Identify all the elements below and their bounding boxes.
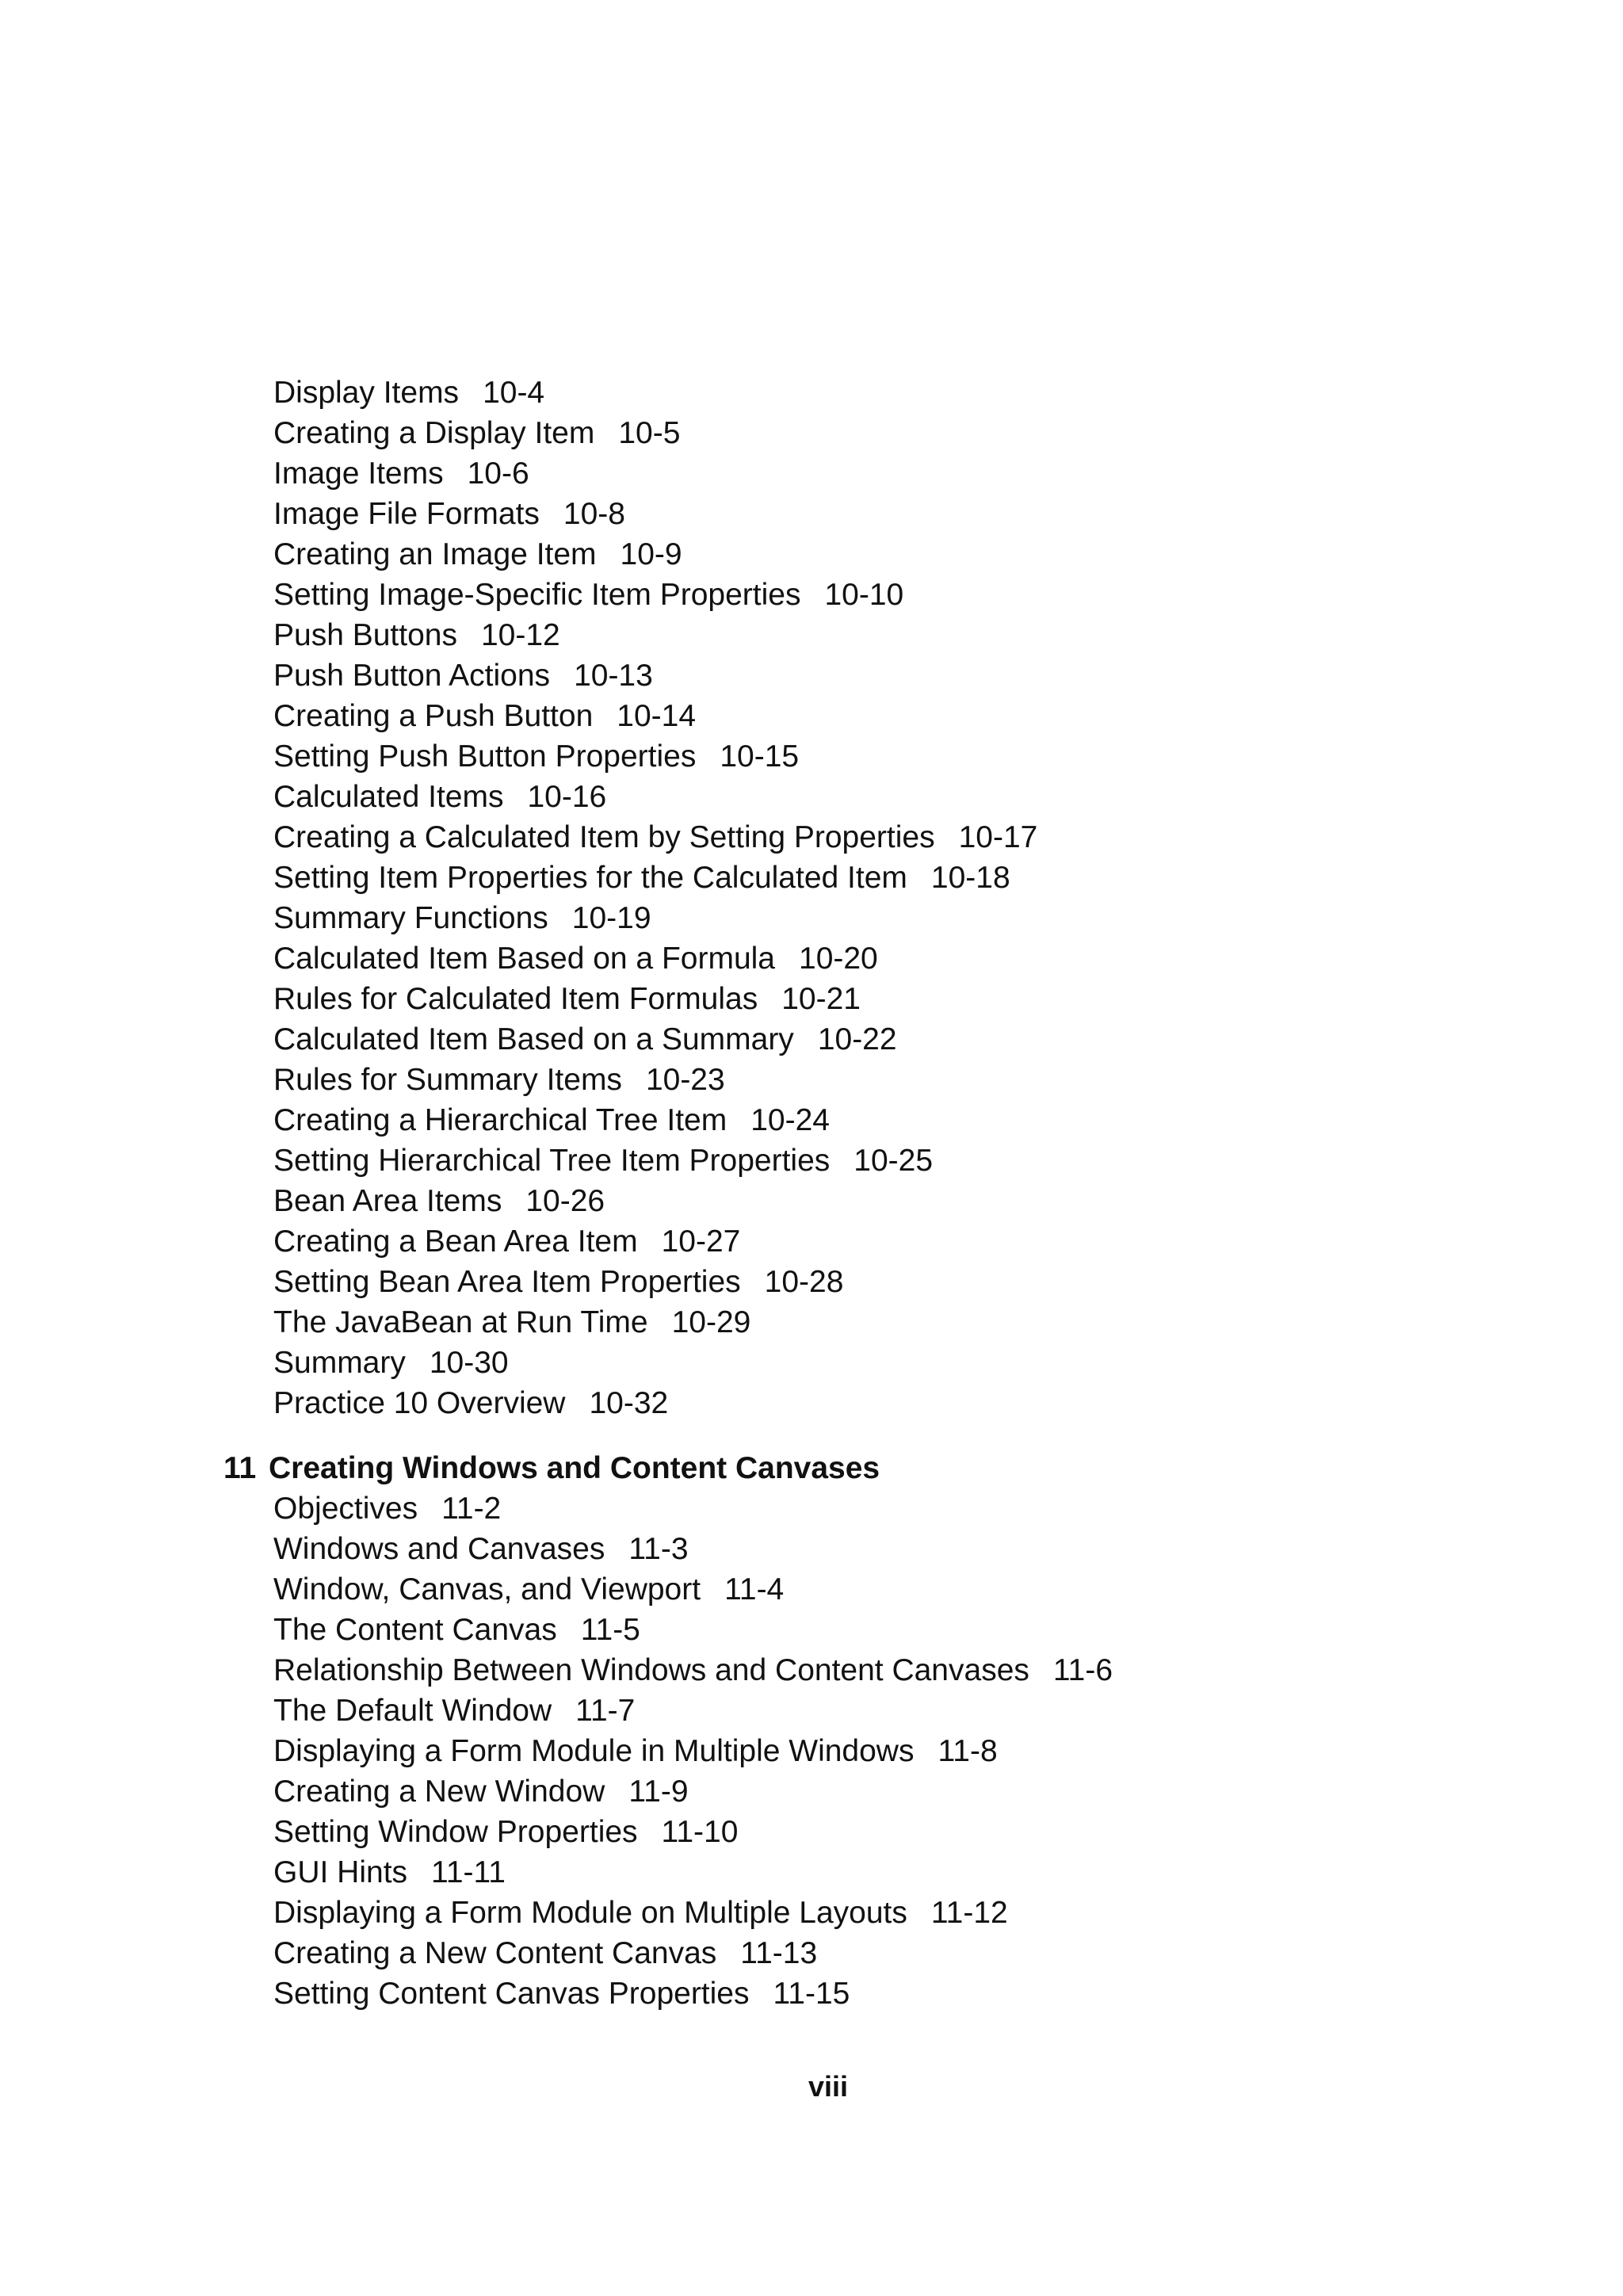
toc-entry-title: Summary Functions xyxy=(273,901,548,935)
toc-entry xyxy=(223,696,1412,736)
toc-entry-page: 11-2 xyxy=(441,1492,502,1526)
toc-entry-title: Setting Push Button Properties xyxy=(273,739,697,774)
toc-entry-page: 11-13 xyxy=(740,1936,818,1970)
toc-entry xyxy=(223,1690,1412,1731)
toc-entry-title: Setting Hierarchical Tree Item Properties xyxy=(273,1144,831,1178)
toc-entry-title: Objectives xyxy=(273,1492,418,1526)
toc-entry xyxy=(223,898,1412,938)
toc-entry-page: 10-18 xyxy=(930,861,1010,895)
toc-entry-title: Setting Item Properties for the Calculated Item xyxy=(273,861,907,895)
toc-entry xyxy=(223,1529,1412,1569)
toc-entry-title: Push Buttons xyxy=(273,618,457,652)
toc-entry-title: Setting Window Properties xyxy=(273,1815,638,1849)
toc-entry-title: Summary xyxy=(273,1346,406,1380)
toc-entry-title: Bean Area Items xyxy=(273,1184,502,1218)
toc-entry xyxy=(223,777,1412,817)
toc-entry-page: 10-10 xyxy=(824,578,904,612)
toc-entry-page: 10-30 xyxy=(429,1346,509,1380)
toc-entry xyxy=(223,1181,1412,1221)
toc-entry-page: 10-9 xyxy=(620,537,682,571)
toc-entry xyxy=(223,1100,1412,1140)
toc-entry xyxy=(223,1650,1412,1690)
toc-section-11-entries xyxy=(223,1488,1412,2014)
toc-entry-page: 10-13 xyxy=(574,659,653,693)
toc-entry xyxy=(223,1893,1412,1933)
toc-entry-title: Creating a Hierarchical Tree Item xyxy=(273,1103,727,1137)
toc-entry-page: 11-9 xyxy=(628,1775,689,1809)
toc-entry-page: 11-10 xyxy=(661,1815,739,1849)
toc-entry-page: 10-6 xyxy=(467,457,529,491)
toc-section-10-entries xyxy=(223,372,1412,1423)
toc-entry-page: 10-8 xyxy=(563,497,625,531)
toc-entry xyxy=(223,1383,1412,1423)
toc-entry-title: Calculated Item Based on a Summary xyxy=(273,1022,794,1056)
toc-entry xyxy=(223,1019,1412,1060)
toc-entry-title: Windows and Canvases xyxy=(273,1532,605,1566)
toc-entry xyxy=(223,1140,1412,1181)
toc-entry-title: Creating a Bean Area Item xyxy=(273,1224,638,1259)
toc-entry xyxy=(223,1488,1412,1529)
toc-entry-title: Displaying a Form Module in Multiple Windows xyxy=(273,1734,915,1768)
table-of-contents xyxy=(223,372,1412,2014)
toc-entry xyxy=(223,1610,1412,1650)
toc-entry xyxy=(223,1771,1412,1812)
toc-entry xyxy=(223,655,1412,696)
toc-entry-page: 11-5 xyxy=(580,1613,640,1647)
toc-entry-page: 10-25 xyxy=(854,1144,934,1178)
toc-entry-page: 10-21 xyxy=(781,982,861,1016)
toc-entry xyxy=(223,372,1412,413)
toc-entry xyxy=(223,1221,1412,1262)
toc-entry-page: 10-24 xyxy=(750,1103,830,1137)
toc-entry-page: 11-3 xyxy=(628,1532,689,1566)
toc-entry-title: Practice 10 Overview xyxy=(273,1386,566,1420)
toc-entry-page: 10-23 xyxy=(645,1063,725,1097)
toc-entry-page: 10-16 xyxy=(527,780,607,814)
toc-entry-title: Display Items xyxy=(273,376,460,410)
toc-entry-title: Displaying a Form Module on Multiple Layouts xyxy=(273,1896,907,1930)
toc-entry-title: GUI Hints xyxy=(273,1855,408,1889)
toc-entry-title: Creating a New Content Canvas xyxy=(273,1936,717,1970)
chapter-heading xyxy=(223,1448,1412,1488)
toc-entry-page: 10-5 xyxy=(618,416,681,450)
toc-entry-page: 11-7 xyxy=(575,1694,636,1728)
toc-entry-page: 10-15 xyxy=(720,739,800,774)
toc-entry-page: 10-20 xyxy=(799,942,878,976)
toc-entry-page: 10-14 xyxy=(617,699,697,733)
toc-entry xyxy=(223,1343,1412,1383)
toc-entry xyxy=(223,413,1412,453)
toc-entry xyxy=(223,736,1412,777)
toc-entry-title: Creating a New Window xyxy=(273,1775,605,1809)
toc-entry xyxy=(223,1262,1412,1302)
toc-entry-title: Push Button Actions xyxy=(273,659,551,693)
toc-entry xyxy=(223,817,1412,858)
toc-entry-title: Calculated Item Based on a Formula xyxy=(273,942,775,976)
toc-entry-page: 11-8 xyxy=(938,1734,998,1768)
toc-entry-title: Image Items xyxy=(273,457,444,491)
toc-entry-page: 10-28 xyxy=(764,1265,844,1299)
toc-entry xyxy=(223,858,1412,898)
toc-entry-page: 10-12 xyxy=(480,618,560,652)
toc-entry xyxy=(223,1933,1412,1973)
page-number: viii xyxy=(808,2070,849,2103)
toc-entry-title: Creating a Calculated Item by Setting Properties xyxy=(273,820,935,854)
toc-entry xyxy=(223,615,1412,655)
toc-entry xyxy=(223,1302,1412,1343)
chapter-title: Creating Windows and Content Canvases xyxy=(269,1451,880,1485)
toc-entry xyxy=(223,453,1412,494)
toc-entry xyxy=(223,1812,1412,1852)
toc-entry xyxy=(223,1973,1412,2014)
toc-entry-page: 10-17 xyxy=(958,820,1038,854)
toc-entry-title: Setting Bean Area Item Properties xyxy=(273,1265,741,1299)
toc-entry-page: 11-11 xyxy=(431,1855,506,1889)
toc-entry-title: Rules for Calculated Item Formulas xyxy=(273,982,758,1016)
toc-entry xyxy=(223,1852,1412,1893)
toc-entry xyxy=(223,534,1412,575)
toc-entry xyxy=(223,1569,1412,1610)
toc-entry-page: 11-15 xyxy=(773,1977,850,2011)
chapter-number: 11 xyxy=(223,1451,257,1485)
toc-entry-page: 11-4 xyxy=(724,1572,785,1606)
toc-entry-page: 11-12 xyxy=(930,1896,1008,1930)
toc-entry xyxy=(223,575,1412,615)
toc-entry-title: Window, Canvas, and Viewport xyxy=(273,1572,701,1606)
toc-entry-title: Setting Content Canvas Properties xyxy=(273,1977,750,2011)
toc-entry-title: Creating a Push Button xyxy=(273,699,594,733)
toc-entry-title: Relationship Between Windows and Content Canvases xyxy=(273,1653,1029,1687)
toc-entry xyxy=(223,979,1412,1019)
toc-entry-page: 10-19 xyxy=(571,901,651,935)
toc-entry-page: 10-29 xyxy=(671,1305,751,1339)
toc-entry-title: The Default Window xyxy=(273,1694,552,1728)
toc-entry-page: 10-27 xyxy=(661,1224,741,1259)
toc-entry-title: Image File Formats xyxy=(273,497,540,531)
toc-entry-title: Calculated Items xyxy=(273,780,504,814)
toc-entry-title: The JavaBean at Run Time xyxy=(273,1305,648,1339)
toc-entry-page: 11-6 xyxy=(1052,1653,1113,1687)
toc-entry-title: The Content Canvas xyxy=(273,1613,557,1647)
toc-entry xyxy=(223,494,1412,534)
toc-entry-title: Rules for Summary Items xyxy=(273,1063,622,1097)
toc-entry xyxy=(223,1731,1412,1771)
toc-entry-title: Creating a Display Item xyxy=(273,416,595,450)
toc-entry-title: Setting Image-Specific Item Properties xyxy=(273,578,801,612)
toc-entry xyxy=(223,1060,1412,1100)
toc-entry xyxy=(223,938,1412,979)
toc-entry-page: 10-22 xyxy=(817,1022,897,1056)
toc-entry-page: 10-26 xyxy=(525,1184,605,1218)
toc-entry-page: 10-4 xyxy=(483,376,545,410)
toc-entry-title: Creating an Image Item xyxy=(273,537,597,571)
toc-entry-page: 10-32 xyxy=(589,1386,669,1420)
